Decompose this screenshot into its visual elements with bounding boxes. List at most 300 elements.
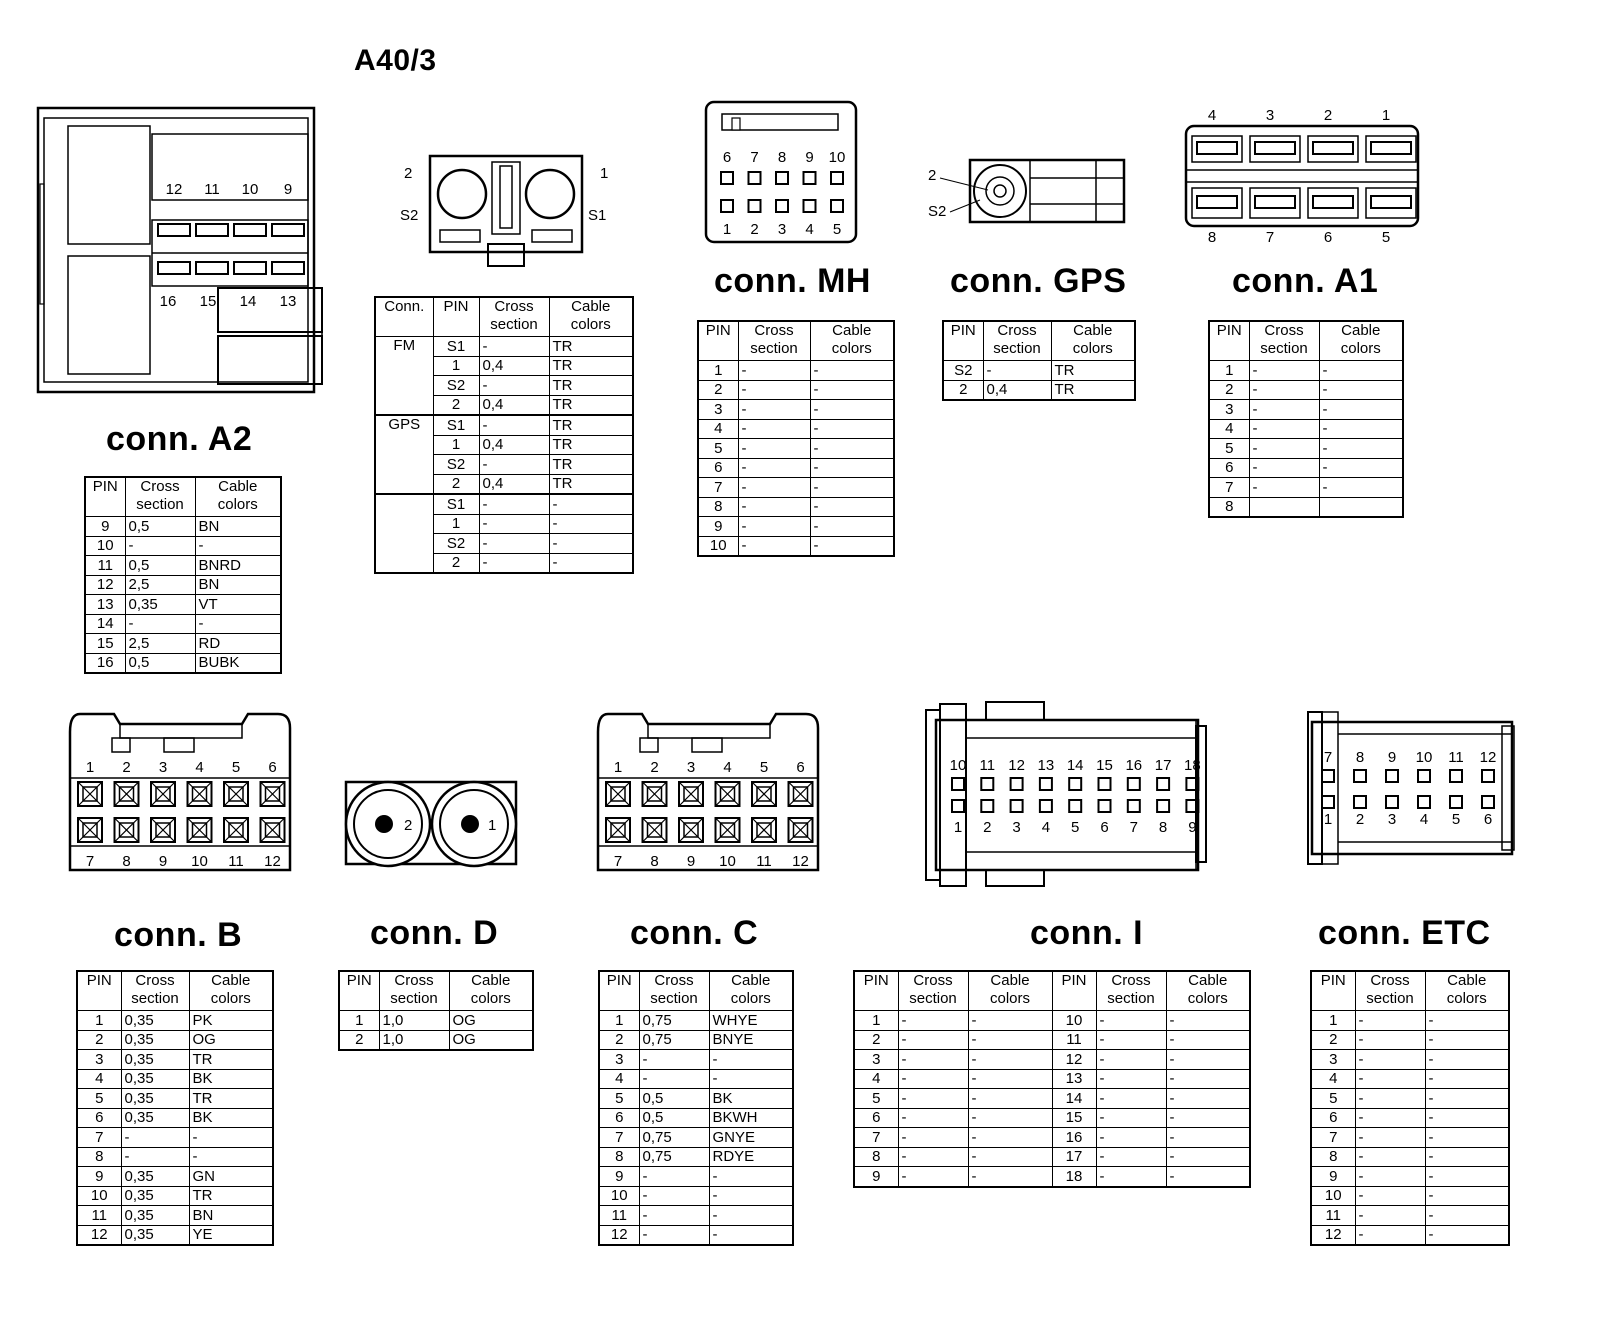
table-cell: S1 (433, 337, 479, 357)
table-cell: 7 (1311, 1128, 1355, 1148)
table-cell: YE (189, 1225, 273, 1245)
table-cell: - (479, 376, 549, 396)
table-cell: - (479, 337, 549, 357)
table-cell: 3 (1209, 400, 1249, 420)
table-row (599, 1186, 793, 1206)
table-cell: - (1319, 439, 1403, 459)
table-cell: 0,75 (639, 1128, 709, 1148)
table-cell: 13 (1052, 1069, 1096, 1089)
pin-label: 10 (949, 757, 967, 774)
table-row (77, 1030, 273, 1050)
table-cell: 0,4 (479, 435, 549, 455)
pin-label: 2 (1355, 811, 1365, 828)
table-cell: 1 (1209, 361, 1249, 381)
table-row (77, 1225, 273, 1245)
table-cell: - (1425, 1147, 1509, 1167)
table-cell: 2,5 (125, 575, 195, 595)
column-header (549, 297, 633, 337)
table-cell: TR (549, 395, 633, 415)
table-cell: - (1425, 1050, 1509, 1070)
table-cell: 7 (1209, 478, 1249, 498)
table-cell: - (639, 1206, 709, 1226)
table-cell: - (709, 1225, 793, 1245)
table-cell: 9 (77, 1167, 121, 1187)
table-cell: 5 (77, 1089, 121, 1109)
column-header-text: Cross (394, 972, 434, 989)
table-cell: 7 (77, 1128, 121, 1148)
table-cell: - (810, 419, 894, 439)
table-cell: 5 (1311, 1089, 1355, 1109)
column-header-text: colors (470, 990, 511, 1007)
pin-label: 6 (796, 759, 805, 776)
table-row (1311, 1167, 1509, 1187)
table-cell: - (1319, 380, 1403, 400)
table-row (339, 1011, 533, 1031)
pin-label: 9 (686, 853, 696, 870)
table-cell: 12 (599, 1225, 639, 1245)
table-cell: 1 (1311, 1011, 1355, 1031)
table-cell: - (1355, 1030, 1425, 1050)
table-cell: 12 (77, 1225, 121, 1245)
pin-label: 15 (199, 293, 217, 310)
pin-socket (721, 172, 733, 184)
table-cell: - (121, 1147, 189, 1167)
pin-socket (721, 200, 733, 212)
column-header (810, 321, 894, 361)
column-header-text: colors (1446, 990, 1487, 1007)
connector-i-table (853, 970, 1251, 1188)
table-cell: - (810, 380, 894, 400)
table-cell: - (1355, 1128, 1425, 1148)
table-cell: - (738, 478, 810, 498)
column-header-text: colors (730, 990, 771, 1007)
table-cell: - (189, 1128, 273, 1148)
table-cell: - (1355, 1050, 1425, 1070)
table-cell: 0,35 (121, 1186, 189, 1206)
table-cell: - (709, 1186, 793, 1206)
pin-label: 4 (195, 759, 204, 776)
pin-label: 11 (979, 757, 996, 774)
pin-socket (1040, 800, 1052, 812)
table-cell: - (195, 536, 281, 556)
table-row (698, 497, 894, 517)
table-row (1311, 1225, 1509, 1245)
pin-label: 6 (1323, 229, 1333, 246)
table-cell: - (810, 497, 894, 517)
table-cell: 2 (1209, 380, 1249, 400)
table-row (85, 556, 281, 576)
pin-label: 9 (805, 149, 814, 166)
table-cell: - (125, 536, 195, 556)
pin-socket (1418, 796, 1430, 808)
table-row (698, 439, 894, 459)
table-cell: 0,4 (479, 474, 549, 494)
table-cell: 7 (698, 478, 738, 498)
table-row (77, 1128, 273, 1148)
pin-label: 9 (283, 181, 293, 198)
table-cell: TR (189, 1050, 273, 1070)
table-row (1209, 400, 1403, 420)
pin-socket (831, 172, 843, 184)
table-cell: 6 (1311, 1108, 1355, 1128)
table-cell: BK (189, 1108, 273, 1128)
pin-label: 1 (1323, 811, 1333, 828)
connector-i-title: conn. I (1030, 914, 1144, 952)
pin-socket (1011, 778, 1023, 790)
table-row (599, 1108, 793, 1128)
table-header-row (698, 321, 894, 361)
connector-a1-title: conn. A1 (1232, 262, 1379, 300)
table-cell: - (1096, 1128, 1166, 1148)
column-header-text: section (750, 340, 798, 357)
table-row (375, 415, 633, 435)
pin-label: 3 (1012, 819, 1021, 836)
table-cell: 15 (85, 634, 125, 654)
column-header: PIN (1311, 971, 1355, 1011)
table-cell: 4 (1209, 419, 1249, 439)
column-header-text: Cable (218, 478, 258, 495)
pin-label: 14 (239, 293, 257, 310)
connector-d-title: conn. D (370, 914, 499, 952)
pin-socket (1482, 796, 1494, 808)
connector-b-table (76, 970, 274, 1246)
table-row (1209, 439, 1403, 459)
pin-socket (981, 800, 993, 812)
table-cell: - (1096, 1069, 1166, 1089)
table-cell: 6 (77, 1108, 121, 1128)
column-header: PIN (943, 321, 983, 361)
connector-etc-table (1310, 970, 1510, 1246)
table-cell: - (1319, 361, 1403, 381)
pin-cell (1366, 136, 1416, 162)
column-header-text: colors (1187, 990, 1228, 1007)
table-header-row (943, 321, 1135, 361)
table-cell: - (898, 1108, 968, 1128)
table-cell: 11 (1052, 1030, 1096, 1050)
table-cell: - (968, 1011, 1052, 1031)
connector-b-title: conn. B (114, 916, 243, 954)
pin-label: 2 (650, 759, 659, 776)
table-cell: - (709, 1069, 793, 1089)
table-cell: - (1249, 400, 1319, 420)
table-cell: - (1096, 1147, 1166, 1167)
table-cell: 10 (698, 536, 738, 556)
column-header (898, 971, 968, 1011)
table-row (85, 517, 281, 537)
table-row (77, 1167, 273, 1187)
pin-cell (1250, 136, 1300, 162)
column-header (479, 297, 549, 337)
pin-label: 7 (1265, 229, 1275, 246)
pin-socket (234, 262, 266, 274)
column-header-text: colors (831, 340, 872, 357)
table-row (854, 1108, 1250, 1128)
pin-label: 3 (158, 759, 168, 776)
table-cell: 0,35 (121, 1225, 189, 1245)
table-cell: OG (449, 1030, 533, 1050)
connector-d-drawing (344, 780, 520, 870)
table-cell: 6 (698, 458, 738, 478)
table-cell: - (738, 497, 810, 517)
table-cell: 6 (854, 1108, 898, 1128)
table-cell: - (1425, 1069, 1509, 1089)
table-cell: - (968, 1167, 1052, 1187)
table-cell: - (810, 517, 894, 537)
table-row (1311, 1011, 1509, 1031)
pin-label: 8 (1158, 819, 1168, 836)
table-cell: BUBK (195, 653, 281, 673)
table-cell: - (549, 553, 633, 573)
column-header-text: section (1107, 990, 1155, 1007)
table-cell: 7 (599, 1128, 639, 1148)
table-cell: - (968, 1069, 1052, 1089)
table-cell: TR (549, 337, 633, 357)
table-cell: 3 (1311, 1050, 1355, 1070)
table-row (698, 536, 894, 556)
table-row (339, 1030, 533, 1050)
column-header-text: section (993, 340, 1041, 357)
pin-socket (952, 778, 964, 790)
table-cell: S2 (433, 455, 479, 475)
column-header-text: colors (217, 496, 258, 513)
table-cell: 11 (85, 556, 125, 576)
table-header-row (599, 971, 793, 1011)
table-cell: - (1166, 1089, 1250, 1109)
pin-label: 10 (191, 853, 208, 870)
table-cell: 3 (77, 1050, 121, 1070)
table-header-row (85, 477, 281, 517)
pin-socket (196, 262, 228, 274)
table-cell: - (1319, 458, 1403, 478)
table-cell: - (1249, 458, 1319, 478)
table-header-row (77, 971, 273, 1011)
pin-socket (1418, 770, 1430, 782)
table-row (1209, 419, 1403, 439)
table-cell: 11 (77, 1206, 121, 1226)
antenna-connector-table (374, 296, 634, 574)
table-cell: - (898, 1030, 968, 1050)
table-cell: WHYE (709, 1011, 793, 1031)
column-header (449, 971, 533, 1011)
pin-label: 6 (1483, 811, 1493, 828)
column-header-text: Cross (1111, 972, 1151, 989)
table-row (599, 1147, 793, 1167)
pin-socket (1255, 196, 1295, 208)
pin-label: 16 (159, 293, 177, 310)
pin-label: 7 (750, 149, 759, 166)
pin-label: 15 (1096, 757, 1113, 774)
group-cell: FM (375, 337, 433, 416)
table-row (854, 1011, 1250, 1031)
table-cell: 14 (85, 614, 125, 634)
table-cell: 4 (599, 1069, 639, 1089)
table-cell: - (479, 534, 549, 554)
table-cell: - (738, 419, 810, 439)
column-header-text: Cable (471, 972, 511, 989)
column-header (125, 477, 195, 517)
connector-gps-drawing (926, 156, 1136, 226)
table-cell: - (125, 614, 195, 634)
pin-label: 4 (805, 221, 814, 238)
table-row (1311, 1050, 1509, 1070)
table-cell (1319, 497, 1403, 517)
column-header-text: section (1260, 340, 1308, 357)
table-cell: - (1096, 1089, 1166, 1109)
pin-label: 11 (1448, 749, 1464, 766)
table-cell: TR (549, 356, 633, 376)
table-cell: 0,35 (121, 1050, 189, 1070)
table-cell: - (1249, 419, 1319, 439)
pin-socket (1450, 796, 1462, 808)
table-cell: - (639, 1225, 709, 1245)
pin-label: 1 (722, 221, 732, 238)
table-cell: - (1096, 1011, 1166, 1031)
table-cell: 0,35 (121, 1011, 189, 1031)
pin-socket (1157, 800, 1169, 812)
connector-mh-table (697, 320, 895, 557)
column-header-text: Cross (913, 972, 953, 989)
table-cell: 2,5 (125, 634, 195, 654)
column-header (1425, 971, 1509, 1011)
table-cell: - (898, 1089, 968, 1109)
column-header-text: Cable (211, 972, 251, 989)
table-cell: - (639, 1069, 709, 1089)
table-cell: - (738, 536, 810, 556)
connector-gps-table (942, 320, 1136, 401)
column-header (709, 971, 793, 1011)
pin-label: 17 (1154, 757, 1172, 774)
column-header: PIN (339, 971, 379, 1011)
table-cell: - (898, 1128, 968, 1148)
table-cell: - (810, 361, 894, 381)
table-cell: 0,5 (639, 1108, 709, 1128)
table-cell: - (1425, 1089, 1509, 1109)
connector-b-drawing (68, 712, 294, 876)
pin-socket (272, 262, 304, 274)
table-cell: 11 (599, 1206, 639, 1226)
table-cell: TR (549, 474, 633, 494)
table-cell: RDYE (709, 1147, 793, 1167)
table-cell: 0,4 (983, 380, 1051, 400)
column-header-text: section (131, 990, 179, 1007)
table-cell: BN (189, 1206, 273, 1226)
table-cell: - (1096, 1167, 1166, 1187)
table-cell: - (1355, 1069, 1425, 1089)
table-cell: S1 (433, 415, 479, 435)
table-cell: - (479, 415, 549, 435)
table-cell: - (1355, 1186, 1425, 1206)
connector-i-drawing (924, 700, 1214, 890)
table-cell: S2 (433, 376, 479, 396)
table-row (599, 1089, 793, 1109)
table-cell: - (1166, 1069, 1250, 1089)
main-title: A40/3 (354, 44, 437, 77)
table-cell: 1 (433, 356, 479, 376)
table-cell: S2 (943, 361, 983, 381)
table-cell: BK (709, 1089, 793, 1109)
table-cell: - (639, 1186, 709, 1206)
table-row (77, 1050, 273, 1070)
table-row (85, 595, 281, 615)
column-header-text: colors (1340, 340, 1381, 357)
table-cell: - (738, 400, 810, 420)
table-cell: - (1355, 1147, 1425, 1167)
table-cell: 10 (599, 1186, 639, 1206)
table-cell: 10 (1052, 1011, 1096, 1031)
table-cell: OG (189, 1030, 273, 1050)
pin-label: 7 (1129, 819, 1138, 836)
table-cell: - (968, 1147, 1052, 1167)
table-cell: - (1425, 1011, 1509, 1031)
pin-label: 10 (1415, 749, 1433, 766)
table-cell: 2 (433, 395, 479, 415)
table-cell: - (738, 361, 810, 381)
table-cell: - (479, 494, 549, 514)
table-cell: - (1425, 1030, 1509, 1050)
column-header: Conn. (375, 297, 433, 337)
pin-label: 6 (268, 759, 277, 776)
pin-socket (1128, 778, 1140, 790)
column-header-text: section (909, 990, 957, 1007)
pin-label: 10 (241, 181, 259, 198)
table-cell: - (1166, 1050, 1250, 1070)
table-cell: - (968, 1050, 1052, 1070)
table-header-row (339, 971, 533, 1011)
pin-label: 9 (1387, 749, 1397, 766)
table-cell: 8 (698, 497, 738, 517)
d-pin-label: 2 (404, 817, 413, 834)
table-cell: - (1319, 419, 1403, 439)
table-row (1311, 1089, 1509, 1109)
column-header-text: colors (989, 990, 1030, 1007)
connector-d-table (338, 970, 534, 1051)
table-row (1311, 1128, 1509, 1148)
group-cell (375, 494, 433, 573)
pin-label: 10 (719, 853, 736, 870)
pin-socket (1313, 196, 1353, 208)
table-cell: 8 (1209, 497, 1249, 517)
table-row (698, 458, 894, 478)
column-header-text: Cable (1073, 322, 1113, 339)
column-header-text: Cable (832, 322, 872, 339)
table-cell: - (738, 380, 810, 400)
table-cell: 0,75 (639, 1011, 709, 1031)
table-cell: 0,5 (125, 517, 195, 537)
column-header (121, 971, 189, 1011)
pin-label: 12 (1479, 749, 1497, 766)
pin-socket (1322, 770, 1334, 782)
table-cell: - (549, 494, 633, 514)
table-cell: - (639, 1050, 709, 1070)
table-row (1209, 361, 1403, 381)
table-cell: BNYE (709, 1030, 793, 1050)
table-header-row (375, 297, 633, 337)
table-cell: 17 (1052, 1147, 1096, 1167)
table-row (85, 575, 281, 595)
table-cell: - (968, 1108, 1052, 1128)
pin-label: 5 (832, 221, 842, 238)
pin-label: 18 (1184, 757, 1201, 774)
table-row (698, 478, 894, 498)
table-cell: 1,0 (379, 1011, 449, 1031)
table-row (77, 1089, 273, 1109)
table-cell: - (1166, 1147, 1250, 1167)
table-cell: 6 (1209, 458, 1249, 478)
table-cell: 0,35 (121, 1030, 189, 1050)
table-row (1311, 1108, 1509, 1128)
column-header: PIN (1052, 971, 1096, 1011)
table-cell: 10 (77, 1186, 121, 1206)
